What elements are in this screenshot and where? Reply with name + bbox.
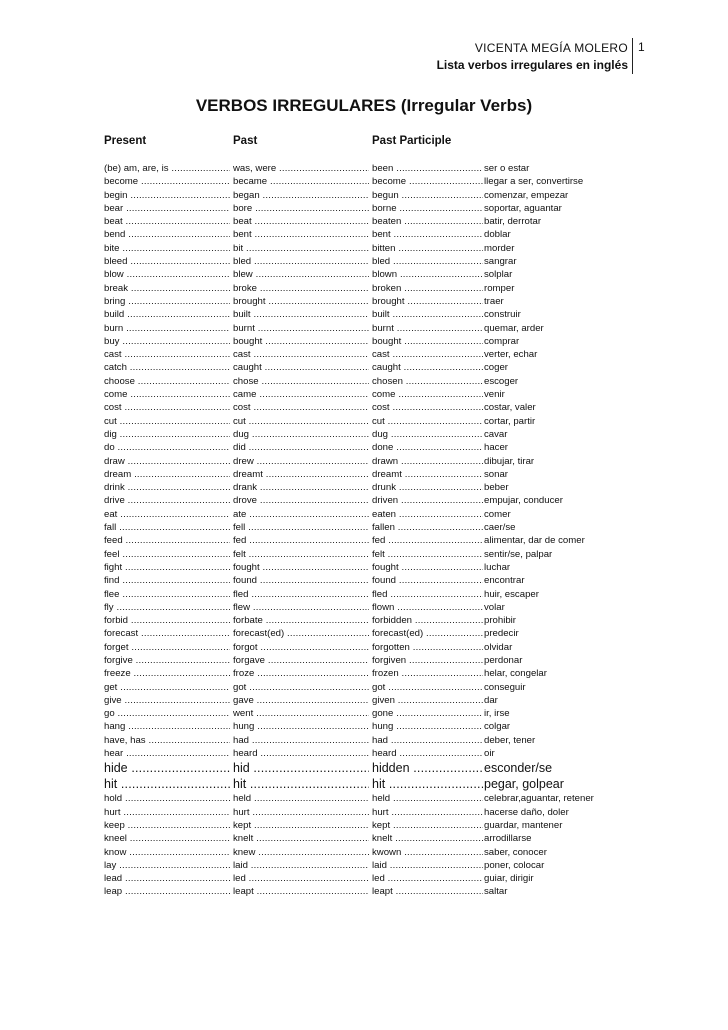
verb-past-participle: begun ..... — [372, 189, 483, 202]
verb-past: drew ..... — [233, 455, 369, 468]
header-subtitle: Lista verbos irregulares en inglés — [436, 58, 628, 72]
header-divider — [632, 38, 633, 74]
verb-meaning: poner, colocar — [484, 859, 545, 871]
verb-past-participle: driven ..... — [372, 494, 483, 507]
verb-past: cut ..... — [233, 415, 369, 428]
verb-past: fell ..... — [233, 521, 369, 534]
verb-present: break ..... — [104, 282, 230, 295]
table-row — [0, 614, 728, 627]
verb-meaning: esconder/se — [484, 761, 553, 776]
table-row — [0, 401, 728, 414]
verb-meaning: sonar — [484, 468, 508, 480]
verb-meaning: soportar, aguantar — [484, 202, 562, 214]
verb-past-participle: built ..... — [372, 308, 483, 321]
verb-past: felt ..... — [233, 548, 369, 561]
verb-past-participle: forgiven ..... — [372, 654, 483, 667]
table-row — [0, 574, 728, 587]
table-row — [0, 534, 728, 547]
table-row — [0, 792, 728, 805]
table-row — [0, 734, 728, 747]
verb-present: cost ..... — [104, 401, 230, 414]
column-header-past-participle: Past Participle — [372, 135, 452, 147]
verb-past-participle: hit ..... — [372, 776, 483, 792]
verb-past-participle: had ..... — [372, 734, 483, 747]
verb-past: dreamt ..... — [233, 468, 369, 481]
verb-present: cast ..... — [104, 348, 230, 361]
verb-present: eat ..... — [104, 508, 230, 521]
table-row — [0, 428, 728, 441]
verb-present: bite ..... — [104, 242, 230, 255]
verb-past: forgot ..... — [233, 641, 369, 654]
verb-meaning: solplar — [484, 269, 513, 281]
verb-meaning: comenzar, empezar — [484, 189, 569, 201]
verb-present: dream ..... — [104, 468, 230, 481]
table-row — [0, 308, 728, 321]
verb-past-participle: hurt ..... — [372, 806, 483, 819]
verb-past-participle: forecast(ed) ..... — [372, 627, 483, 640]
verb-past-participle: cut ..... — [372, 415, 483, 428]
verb-past: forbate ..... — [233, 614, 369, 627]
verb-meaning: morder — [484, 242, 515, 254]
verb-present: beat ..... — [104, 215, 230, 228]
verb-past-participle: bent ..... — [372, 228, 483, 241]
verb-past-participle: become ..... — [372, 175, 483, 188]
verb-past: was, were ..... — [233, 162, 369, 175]
verb-past: went ..... — [233, 707, 369, 720]
table-row — [0, 588, 728, 601]
table-row — [0, 468, 728, 481]
verb-meaning: conseguir — [484, 681, 526, 693]
verb-past: knelt ..... — [233, 832, 369, 845]
verb-present: come ..... — [104, 388, 230, 401]
verb-present: choose ..... — [104, 375, 230, 388]
verb-meaning: luchar — [484, 561, 511, 573]
verb-past-participle: burnt ..... — [372, 322, 483, 335]
page-number: 1 — [638, 40, 645, 54]
verb-present: forgive ..... — [104, 654, 230, 667]
table-row — [0, 720, 728, 733]
table-row — [0, 242, 728, 255]
verb-meaning: pegar, golpear — [484, 777, 564, 792]
verb-past: built ..... — [233, 308, 369, 321]
verb-past-participle: led ..... — [372, 872, 483, 885]
verb-meaning: alimentar, dar de comer — [484, 535, 585, 547]
verb-meaning: hacerse daño, doler — [484, 806, 569, 818]
verb-meaning: guardar, mantener — [484, 819, 563, 831]
verb-present: bleed ..... — [104, 255, 230, 268]
verb-past-participle: given ..... — [372, 694, 483, 707]
verb-past-participle: dreamt ..... — [372, 468, 483, 481]
verb-past: became ..... — [233, 175, 369, 188]
verb-present: feed ..... — [104, 534, 230, 547]
table-row — [0, 175, 728, 188]
table-row — [0, 228, 728, 241]
verb-past: forgave ..... — [233, 654, 369, 667]
verb-past-participle: caught ..... — [372, 361, 483, 374]
verb-past-participle: fought ..... — [372, 561, 483, 574]
verb-past: knew ..... — [233, 846, 369, 859]
verb-meaning: costar, valer — [484, 402, 536, 414]
table-row — [0, 561, 728, 574]
verb-meaning: construir — [484, 309, 521, 321]
verb-past-participle: bitten ..... — [372, 242, 483, 255]
table-row — [0, 667, 728, 680]
verb-meaning: deber, tener — [484, 734, 536, 746]
verb-meaning: guiar, dirigir — [484, 873, 534, 885]
table-row — [0, 508, 728, 521]
verb-meaning: romper — [484, 282, 515, 294]
verb-present: do ..... — [104, 441, 230, 454]
table-row — [0, 322, 728, 335]
table-row — [0, 760, 728, 776]
verb-past-participle: kept ..... — [372, 819, 483, 832]
verb-meaning: quemar, arder — [484, 322, 544, 334]
verb-present: fall ..... — [104, 521, 230, 534]
verb-past: came ..... — [233, 388, 369, 401]
verb-past: dug ..... — [233, 428, 369, 441]
verb-present: hit ..... — [104, 776, 230, 792]
verb-past-participle: forbidden ..... — [372, 614, 483, 627]
table-row — [0, 189, 728, 202]
verb-past: bit ..... — [233, 242, 369, 255]
verb-present: lead ..... — [104, 872, 230, 885]
verb-meaning: llegar a ser, convertirse — [484, 176, 584, 188]
table-row — [0, 832, 728, 845]
verb-past: got ..... — [233, 681, 369, 694]
verb-past: drank ..... — [233, 481, 369, 494]
verb-past-participle: cost ..... — [372, 401, 483, 414]
verb-past-participle: eaten ..... — [372, 508, 483, 521]
verb-past: ate ..... — [233, 508, 369, 521]
verb-present: know ..... — [104, 846, 230, 859]
verb-past-participle: leapt ..... — [372, 885, 483, 898]
verb-past-participle: hidden ..... — [372, 760, 483, 776]
verb-past-participle: knelt ..... — [372, 832, 483, 845]
table-row — [0, 776, 728, 792]
verb-past-participle: dug ..... — [372, 428, 483, 441]
verb-past-participle: bled ..... — [372, 255, 483, 268]
verb-past: found ..... — [233, 574, 369, 587]
verb-past: hid ..... — [233, 760, 369, 776]
table-row — [0, 601, 728, 614]
verb-present: give ..... — [104, 694, 230, 707]
table-row — [0, 335, 728, 348]
table-row — [0, 521, 728, 534]
verb-past: bled ..... — [233, 255, 369, 268]
table-row — [0, 872, 728, 885]
verb-meaning: escoger — [484, 375, 519, 387]
verb-past-participle: done ..... — [372, 441, 483, 454]
verb-meaning: colgar — [484, 721, 511, 733]
verb-past: forecast(ed) ..... — [233, 627, 369, 640]
verb-present: catch ..... — [104, 361, 230, 374]
verb-past-participle: beaten ..... — [372, 215, 483, 228]
table-row — [0, 707, 728, 720]
verb-meaning: perdonar — [484, 654, 523, 666]
table-row — [0, 295, 728, 308]
verb-present: bend ..... — [104, 228, 230, 241]
table-row — [0, 202, 728, 215]
verb-meaning: sangrar — [484, 256, 517, 268]
verb-meaning: beber — [484, 482, 509, 494]
verb-meaning: dar — [484, 694, 498, 706]
verb-present: forget ..... — [104, 641, 230, 654]
verb-present: burn ..... — [104, 322, 230, 335]
verb-present: dig ..... — [104, 428, 230, 441]
verb-past: beat ..... — [233, 215, 369, 228]
verb-past-participle: got ..... — [372, 681, 483, 694]
verb-meaning: saltar — [484, 886, 508, 898]
verb-past: fought ..... — [233, 561, 369, 574]
verb-present: bear ..... — [104, 202, 230, 215]
table-row — [0, 375, 728, 388]
verb-past: flew ..... — [233, 601, 369, 614]
verb-present: hurt ..... — [104, 806, 230, 819]
verb-meaning: huir, escaper — [484, 588, 539, 600]
verb-present: hear ..... — [104, 747, 230, 760]
table-row — [0, 255, 728, 268]
table-row — [0, 747, 728, 760]
verb-present: buy ..... — [104, 335, 230, 348]
verb-meaning: predecir — [484, 628, 519, 640]
document-title: VERBOS IRREGULARES (Irregular Verbs) — [195, 96, 533, 115]
verb-past-participle: fled ..... — [372, 588, 483, 601]
verb-past-participle: kwown ..... — [372, 846, 483, 859]
table-row — [0, 819, 728, 832]
verb-past: kept ..... — [233, 819, 369, 832]
verb-past: held ..... — [233, 792, 369, 805]
verb-past: chose ..... — [233, 375, 369, 388]
page-header — [437, 40, 628, 74]
verb-past-participle: found ..... — [372, 574, 483, 587]
verb-past-participle: drunk ..... — [372, 481, 483, 494]
verb-present: become ..... — [104, 175, 230, 188]
verb-present: forbid ..... — [104, 614, 230, 627]
verb-past-participle: brought ..... — [372, 295, 483, 308]
table-row — [0, 441, 728, 454]
table-row — [0, 859, 728, 872]
table-row — [0, 348, 728, 361]
table-row — [0, 494, 728, 507]
verb-present: get ..... — [104, 681, 230, 694]
verb-present: flee ..... — [104, 588, 230, 601]
header-author: VICENTA MEGÍA MOLERO — [474, 41, 628, 55]
verb-past: heard ..... — [233, 747, 369, 760]
verb-past: brought ..... — [233, 295, 369, 308]
verb-meaning: caer/se — [484, 522, 516, 534]
verb-meaning: olvidar — [484, 641, 513, 653]
verb-present: fly ..... — [104, 601, 230, 614]
verb-present: go ..... — [104, 707, 230, 720]
verb-meaning: comer — [484, 508, 511, 520]
verb-meaning: hacer — [484, 442, 508, 454]
verb-meaning: comprar — [484, 335, 520, 347]
verb-meaning: coger — [484, 362, 508, 374]
verb-meaning: ser o estar — [484, 163, 530, 174]
verb-present: begin ..... — [104, 189, 230, 202]
verb-past: began ..... — [233, 189, 369, 202]
table-row — [0, 548, 728, 561]
table-row — [0, 415, 728, 428]
verb-past: laid ..... — [233, 859, 369, 872]
table-row — [0, 268, 728, 281]
verb-meaning: batir, derrotar — [484, 216, 542, 228]
verb-past: leapt ..... — [233, 885, 369, 898]
table-row — [0, 806, 728, 819]
verb-present: bring ..... — [104, 295, 230, 308]
verb-past-participle: bought ..... — [372, 335, 483, 348]
table-row — [0, 654, 728, 667]
verb-present: (be) am, are, is ..... — [104, 162, 230, 175]
verb-past-participle: fallen ..... — [372, 521, 483, 534]
table-row — [0, 694, 728, 707]
verb-past-participle: felt ..... — [372, 548, 483, 561]
verb-meaning: empujar, conducer — [484, 495, 563, 507]
table-row — [0, 361, 728, 374]
verb-meaning: verter, echar — [484, 349, 538, 361]
verb-past-participle: been ..... — [372, 162, 483, 175]
verb-meaning: cavar — [484, 428, 508, 440]
verb-meaning: volar — [484, 601, 505, 613]
table-row — [0, 481, 728, 494]
table-row — [0, 215, 728, 228]
verb-meaning: saber, conocer — [484, 846, 547, 858]
table-row — [0, 627, 728, 640]
verb-present: have, has ..... — [104, 734, 230, 747]
verb-present: fight ..... — [104, 561, 230, 574]
verb-past: bought ..... — [233, 335, 369, 348]
verb-present: hold ..... — [104, 792, 230, 805]
verb-past-participle: frozen ..... — [372, 667, 483, 680]
verb-present: draw ..... — [104, 455, 230, 468]
verb-past-participle: heard ..... — [372, 747, 483, 760]
verb-meaning: oir — [484, 748, 495, 760]
verb-present: forecast ..... — [104, 627, 230, 640]
verb-present: build ..... — [104, 308, 230, 321]
verb-past-participle: broken ..... — [372, 282, 483, 295]
verb-past: hit ..... — [233, 776, 369, 792]
verb-present: drink ..... — [104, 481, 230, 494]
verb-past-participle: gone ..... — [372, 707, 483, 720]
verb-past: fed ..... — [233, 534, 369, 547]
verb-present: blow ..... — [104, 268, 230, 281]
verb-past: broke ..... — [233, 282, 369, 295]
verb-past: froze ..... — [233, 667, 369, 680]
table-row — [0, 162, 728, 175]
table-row — [0, 455, 728, 468]
verb-meaning: dibujar, tirar — [484, 455, 535, 467]
verb-meaning: prohibir — [484, 615, 516, 627]
table-row — [0, 282, 728, 295]
verb-past: bent ..... — [233, 228, 369, 241]
verb-past-participle: laid ..... — [372, 859, 483, 872]
verb-present: cut ..... — [104, 415, 230, 428]
verb-present: keep ..... — [104, 819, 230, 832]
verb-present: lay ..... — [104, 859, 230, 872]
verb-meaning: sentir/se, palpar — [484, 548, 553, 560]
verb-past: burnt ..... — [233, 322, 369, 335]
verb-present: hide ..... — [104, 760, 230, 776]
verb-meaning: helar, congelar — [484, 668, 547, 680]
verb-past-participle: chosen ..... — [372, 375, 483, 388]
verb-past-participle: drawn ..... — [372, 455, 483, 468]
verb-past-participle: held ..... — [372, 792, 483, 805]
table-row — [0, 388, 728, 401]
verb-past: blew ..... — [233, 268, 369, 281]
verb-present: leap ..... — [104, 885, 230, 898]
verb-meaning: ir, irse — [484, 708, 510, 720]
verb-present: feel ..... — [104, 548, 230, 561]
verb-past: caught ..... — [233, 361, 369, 374]
verb-past-participle: forgotten ..... — [372, 641, 483, 654]
verb-meaning: arrodillarse — [484, 833, 532, 845]
verb-meaning: doblar — [484, 229, 511, 241]
table-row — [0, 641, 728, 654]
verb-past-participle: cast ..... — [372, 348, 483, 361]
verb-present: find ..... — [104, 574, 230, 587]
table-row — [0, 681, 728, 694]
verb-past: gave ..... — [233, 694, 369, 707]
column-header-present: Present — [104, 135, 147, 147]
verb-past-participle: come ..... — [372, 388, 483, 401]
verb-past: had ..... — [233, 734, 369, 747]
verb-present: freeze ..... — [104, 667, 230, 680]
verb-past-participle: borne ..... — [372, 202, 483, 215]
verb-past-participle: hung ..... — [372, 720, 483, 733]
verb-meaning: venir — [484, 389, 505, 401]
verb-past: did ..... — [233, 441, 369, 454]
verb-past-participle: fed ..... — [372, 534, 483, 547]
table-row — [0, 846, 728, 859]
verb-meaning: cortar, partir — [484, 415, 536, 427]
column-header-past: Past — [233, 135, 258, 147]
table-row — [0, 885, 728, 898]
verb-present: drive ..... — [104, 494, 230, 507]
verb-past: cost ..... — [233, 401, 369, 414]
verb-past-participle: blown ..... — [372, 268, 483, 281]
verb-present: hang ..... — [104, 720, 230, 733]
verb-meaning: traer — [484, 295, 504, 307]
verb-past: hung ..... — [233, 720, 369, 733]
verb-past: hurt ..... — [233, 806, 369, 819]
verb-present: kneel ..... — [104, 832, 230, 845]
verb-past: cast ..... — [233, 348, 369, 361]
verb-past-participle: flown ..... — [372, 601, 483, 614]
verb-meaning: celebrar,aguantar, retener — [484, 793, 594, 805]
verb-table — [0, 162, 728, 899]
verb-past: bore ..... — [233, 202, 369, 215]
verb-meaning: encontrar — [484, 575, 525, 587]
verb-past: drove ..... — [233, 494, 369, 507]
verb-past: led ..... — [233, 872, 369, 885]
verb-past: fled ..... — [233, 588, 369, 601]
